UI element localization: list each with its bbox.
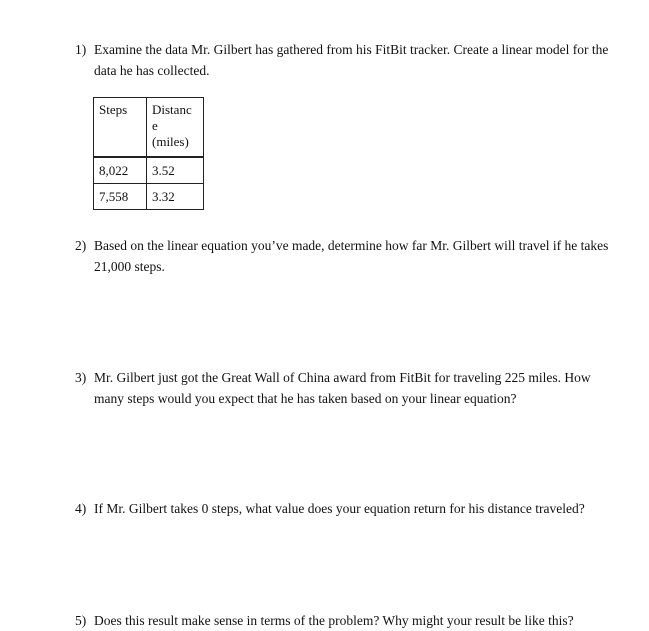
table-header-row — [94, 98, 204, 158]
cell-distance — [147, 157, 204, 184]
header-distance — [147, 98, 204, 158]
header-distance-line-3: (miles) — [152, 134, 189, 149]
question-text: If Mr. Gilbert takes 0 steps, what value does your equation return for his distance traveled? — [94, 501, 585, 516]
header-distance-line-1: Distanc — [152, 102, 192, 117]
question-3 — [75, 367, 620, 409]
cell-steps-value: 8,022 — [99, 163, 129, 178]
question-number: 5) — [75, 613, 87, 628]
question-1 — [75, 39, 620, 81]
question-text: Mr. Gilbert just got the Great Wall of China award from FitBit for traveling 225 miles. How many steps would you expect that he has taken based on your linear equation? — [94, 370, 591, 406]
table-row — [94, 184, 204, 210]
cell-distance-value: 3.52 — [152, 163, 175, 178]
table-row — [94, 157, 204, 184]
question-5 — [75, 610, 620, 631]
question-text: Does this result make sense in terms of the problem? Why might your result be like this? — [94, 613, 574, 628]
cell-distance-value: 3.32 — [152, 189, 175, 204]
header-distance-label — [147, 98, 203, 156]
question-number: 4) — [75, 501, 87, 516]
question-text: Based on the linear equation you’ve made, determine how far Mr. Gilbert will travel if he takes 21,000 steps. — [94, 238, 609, 274]
cell-steps — [94, 157, 147, 184]
header-steps — [94, 98, 147, 158]
question-4 — [75, 498, 620, 519]
question-text: Examine the data Mr. Gilbert has gathered from his FitBit tracker. Create a linear model for the data he has collected. — [94, 42, 609, 78]
cell-steps-value: 7,558 — [99, 189, 129, 204]
question-2 — [75, 235, 620, 277]
header-distance-line-2: e — [152, 118, 158, 133]
cell-distance — [147, 184, 204, 210]
cell-steps — [94, 184, 147, 210]
question-number: 1) — [75, 42, 87, 57]
header-steps-label: Steps — [99, 102, 128, 117]
question-number: 2) — [75, 238, 87, 253]
question-number: 3) — [75, 370, 87, 385]
fitbit-data-table — [93, 97, 204, 210]
